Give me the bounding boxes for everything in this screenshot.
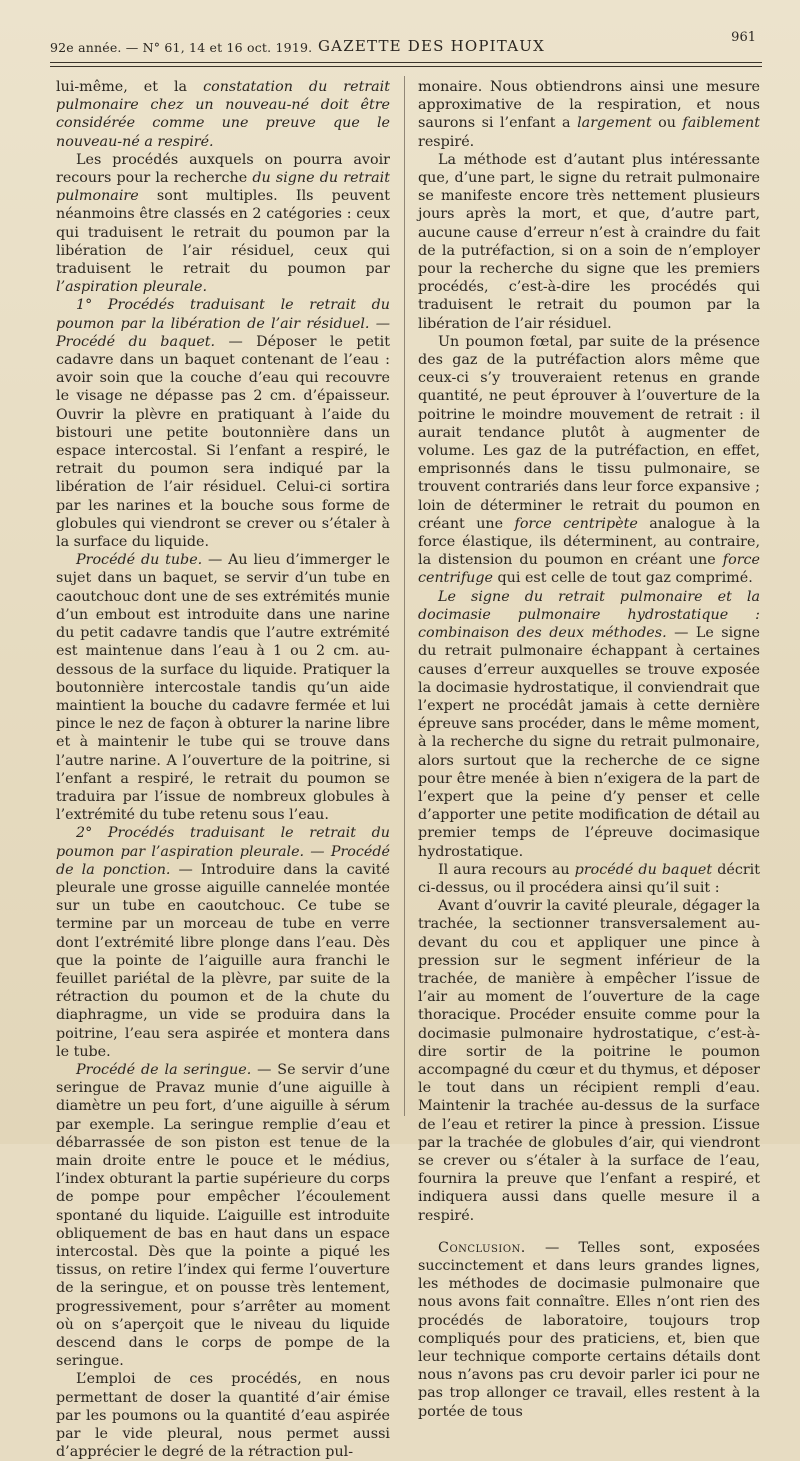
body-text: décrit ci-dessus, ou il procédera ainsi qu’il suit : [418,861,760,896]
body-text: — Se servir d’une seringue de Pravaz munie d’une aiguille à diamètre un peu fort, d’une aiguille à sérum par exemple. La seringue remplie d’eau et débarrassée de son piston est tenue de la main droite entre le pouce et le médius, l’index obturant la partie supérieure du corps de pompe pour empêcher l’écoulement spontané du liquide. L’aiguille est introduite obliquement de bas en haut dans un espace intercostal. Dès que la pointe a piqué les tissus, on retire l’index qui ferme l’ouverture de la seringue, et on pousse très lentement, progressivement, pour s’arrêter au moment où on s’aperçoit que le niveau du liquide descend dans le corps de pompe de la seringue. [56,1061,391,1370]
italic-text: force centrifuge [418,552,760,587]
journal-title: GAZETTE DES HOPITAUX [318,37,545,55]
paragraph [418,897,760,1225]
paragraph [56,296,390,551]
body-text: — Au lieu d’immerger le sujet dans un baquet, se servir d’un tube en caoutchouc dont une de ses extrémités munie d’un embout est introduite dans une narine du petit cadavre tandis que l’autre extrémité est maintenue dans l’eau à 1 ou 2 cm. au-dessous de la surface du liquide. Pratiquer la boutonnière intercostale tandis qu’un aide maintient la bouche du cadavre fermée et lui pince le nez de façon à obturer la narine libre et à maintenir le tube qui se trouve dans l’autre narine. A l’ouverture de la poitrine, si l’enfant a respiré, le retrait du poumon se traduira par l’issue de nombreux globules à l’extrémité du tube retenu sous l’eau. [56,552,391,824]
body-text: — Le signe du retrait pulmonaire échappant à certaines causes d’erreur auxquelles se trouve exposée la docimasie hydrostatique, il conviendrait que l’expert ne procédât jamais à cette dernière épreuve sans procéder, dans le même moment, à la recherche du signe du retrait pulmonaire, alors surtout que la recherche de ce signe pour être menée à bien n’exigera de la part de l’expert que la peine d’y penser et celle d’apporter une petite modification de détail au premier temps de l’épreuve docimasique hydrostatique. [418,625,760,860]
body-text: — Telles sont, exposées succinctement et dans leurs grandes lignes, les méthodes de docimasie pulmonaire que nous avons fait connaître. Elles n’ont rien des procédés de laboratoire, toujours trop compliqués pour des praticiens, et, bien que leur technique comporte certains détails dont nous n’avons pas cru devoir parler ici pour ne pas trop allonger ce travail, elles restent à la portée de tous [418,1239,760,1420]
italic-text: 2° Procédés traduisant le retrait du poumon par l’aspiration pleurale. — Procédé de la ponction. [56,825,390,878]
italic-text: l’aspiration pleurale. [56,279,208,296]
paragraph [56,1061,390,1370]
italic-text: constatation du retrait pulmonaire chez un nouveau-né doit être considérée comme une preuve que le nouveau-né a respiré. [56,79,390,150]
header-rule-thin [50,66,762,67]
italic-text: 1° Procédés traduisant le retrait du poumon par la libération de l’air résiduel. — Procédé du baquet. [56,297,390,350]
paragraph [56,78,390,151]
paragraph [56,551,390,824]
paragraph [418,861,760,897]
body-text: Il aura recours au [438,861,575,878]
column-divider [404,76,405,1116]
page-header [50,30,762,60]
italic-text: faiblement [682,115,760,132]
body-text: respiré. [418,133,475,150]
issue-info: 92e année. — N° 61, 14 et 16 oct. 1919. [50,40,313,55]
body-text: — Introduire dans la cavité pleurale une grosse aiguille cannelée montée sur un tube en caoutchouc. Ce tube se termine par un morceau de tube en verre dont l’extrémité libre plonge dans l’eau. Dès que la pointe de l’aiguille aura franchi le feuillet pariétal de la plèvre, par suite de la rétraction du poumon et de la chute du diaphragme, un vide se produira dans la poitrine, l’eau sera aspirée et montera dans le tube. [56,861,390,1060]
page-number: 961 [731,30,756,45]
body-text: analogue à la force élastique, ils déterminent, au contraire, la distension du poumon en créant une [418,515,760,569]
body-text: — Déposer le petit cadavre dans un baquet contenant de l’eau : avoir soin que la couche d’eau qui recouvre le visage ne dépasse pas 2 cm. d’épaisseur. Ouvrir la plèvre en pratiquant à l’aide du bistouri une petite boutonnière dans un espace intercostal. Si l’enfant a respiré, le retrait du poumon sera indiqué par la libération de l’air résiduel. Celui-ci sortira par les narines et la bouche sous forme de globules qui viendront se crever ou s’étaler à la surface du liquide. [56,333,390,551]
body-text: La méthode est d’autant plus intéressante que, d’une part, le signe du retrait pulmonaire se manifeste encore très nettement plusieurs jours après la mort, et que, d’autre part, aucune cause d’erreur n’est à craindre du fait de la putréfaction, si on a soin de n’employer pour la recherche du signe que les premiers procédés, c’est-à-dire les procédés qui traduisent le retrait du poumon par la libération de l’air résiduel. [418,151,760,332]
paragraph [56,151,390,297]
paragraph [418,333,760,588]
body-text: monaire. Nous obtiendrons ainsi une mesure approximative de la respiration, et nous saurons si l’enfant a [418,79,760,132]
italic-text: largement [577,115,652,132]
header-rule [50,62,762,63]
paragraph [56,824,390,1061]
body-text: Avant d’ouvrir la cavité pleurale, dégager la trachée, la sectionner transversalement au-devant du cou et appliquer une pince à pression sur le segment inférieur de la trachée, de manière à empêcher l’issue de l’air au moment de l’ouverture de la cage thoracique. Procéder ensuite comme pour la docimasie pulmonaire hydrostatique, c’est-à-dire sortir de la poitrine le poumon accompagné du cœur et du thymus, et déposer le tout dans un récipient rempli d’eau. Maintenir la trachée au-dessus de la surface de l’eau et retirer la pince à pression. L’issue par la trachée de globules d’air, qui viendront se crever ou s’étaler à la surface de l’eau, fournira la preuve que l’enfant a respiré, et indiquera aussi dans quelle mesure il a respiré. [418,898,761,1224]
body-text: sont multiples. Ils peuvent néanmoins être classés en 2 catégories : ceux qui traduisent le retrait du poumon par la libération de l’air résiduel, ceux qui traduisent le retrait du poumon par [56,188,390,278]
paragraph [418,151,760,333]
paragraph [56,1370,390,1461]
italic-text: du signe du retrait pulmonaire [56,170,390,205]
right-column [418,78,760,1421]
body-text: ou [651,115,683,132]
italic-text: force centripète [514,515,638,532]
body-text: Les procédés auxquels on pourra avoir recours pour la recherche [56,151,390,187]
body-text: L’emploi de ces procédés, en nous permettant de doser la quantité d’air émise par les poumons ou la quantité d’eau aspirée par le vide pleural, nous permet aussi d’apprécier le degré de la rétraction pul- [56,1371,390,1461]
italic-text: Le signe du retrait pulmonaire et la docimasie pulmonaire hydrostatique : combinaison des deux méthodes. [418,588,760,642]
italic-text: Procédé de la seringue. [76,1061,252,1078]
paragraph [418,588,760,861]
body-text: lui-même, et la [56,79,204,95]
body-text: Un poumon fœtal, par suite de la présence des gaz de la putréfaction alors même que ceux-ci s’y trouveraient retenus en grande quantité, ne peut éprouver à l’ouverture de la poitrine le moindre mouvement de retrait : il aurait tendance plutôt à augmenter de volume. Les gaz de la putréfaction, en effet, emprisonnés dans le tissu pulmonaire, se trouvent contrariés dans leur force expansive ; loin de déterminer le retrait du poumon en créant une [418,333,760,532]
body-text: qui est celle de tout gaz comprimé. [492,570,753,587]
section-heading: Conclusion. [438,1239,526,1256]
italic-text: Procédé du tube. [76,552,203,569]
left-column [56,78,390,1461]
italic-text: procédé du baquet [574,861,713,878]
paragraph [418,1239,760,1421]
paragraph [418,78,760,151]
